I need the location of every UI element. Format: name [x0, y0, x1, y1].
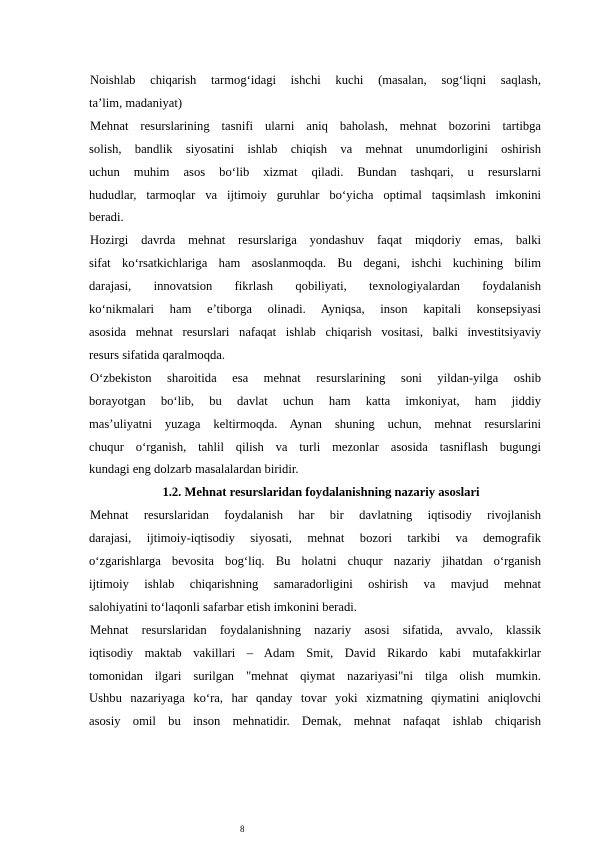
text-line: ko‘nikmalari ham e’tiborga olinadi. Ayniqsa, inson kapitali konsepsiyasi: [89, 302, 541, 317]
body-paragraph: [89, 619, 541, 734]
text-line: asosida mehnat resurslari nafaqat ishlab chiqarish vositasi, balki investitsiyaviy: [89, 324, 541, 339]
text-line: Noishlab chiqarish tarmog‘idagi ishchi kuchi (masalan, sog‘liqni saqlash,: [90, 73, 541, 87]
text-line: hududlar, tarmoqlar va ijtimoiy guruhlar bo‘yicha optimal taqsimlash imkonini: [89, 187, 541, 202]
document-page: [89, 69, 541, 733]
body-paragraph: [89, 367, 541, 482]
text-line: ijtimoiy ishlab chiqarishning samaradorligini oshirish va mavjud mehnat: [89, 576, 541, 591]
text-line: mas’uliyatni yuzaga keltirmoqda. Aynan shuning uchun, mehnat resurslarini: [89, 416, 541, 431]
text-line: Mehnat resurslarining tasnifi ularni aniq baholash, mehnat bozorini tartibga: [90, 118, 541, 133]
text-line: O‘zbekiston sharoitida esa mehnat resurslarining soni yildan-yilga oshib: [90, 370, 541, 385]
text-line: chuqur o‘rganish, tahlil qilish va turli mezonlar asosida tasniflash bugungi: [89, 439, 541, 454]
text-line: Hozirgi davrda mehnat resurslariga yondashuv faqat miqdoriy emas, balki: [90, 233, 541, 248]
text-line: solish, bandlik siyosatini ishlab chiqish va mehnat unumdorligini oshirish: [89, 141, 541, 156]
body-paragraph: [89, 69, 541, 115]
section-heading: 1.2. Mehnat resurslaridan foydalanishning nazariy asoslari: [162, 485, 480, 500]
text-line: iqtisodiy maktab vakillari – Adam Smit, David Rikardo kabi mutafakkirlar: [89, 645, 541, 660]
body-paragraph: [89, 504, 541, 619]
text-line: Mehnat resurslaridan foydalanish har bir davlatning iqtisodiy rivojlanish: [90, 508, 541, 523]
text-line: Ushbu nazariyaga ko‘ra, har qanday tovar yoki xizmatning qiymatini aniqlovchi: [89, 691, 541, 706]
text-line: darajasi, innovatsion fikrlash qobiliyati, texnologiyalardan foydalanish: [89, 279, 541, 294]
text-line: kundagi eng dolzarb masalalardan biridir.: [89, 462, 299, 477]
text-line: uchun muhim asos bo‘lib xizmat qiladi. Bundan tashqari, u resurslarni: [89, 164, 541, 179]
text-line: Mehnat resurslaridan foydalanishning nazariy asosi sifatida, avvalo, klassik: [90, 622, 541, 637]
text-line: ta’lim, madaniyat): [89, 95, 183, 110]
page-number: 8: [240, 824, 245, 834]
text-line: sifat ko‘rsatkichlariga ham asoslanmoqda. Bu degani, ishchi kuchining bilim: [89, 256, 541, 271]
text-line: borayotgan bo‘lib, bu davlat uchun ham katta imkoniyat, ham jiddiy: [89, 393, 541, 408]
text-line: asosiy omil bu inson mehnatidir. Demak, mehnat nafaqat ishlab chiqarish: [89, 714, 541, 729]
text-line: beradi.: [89, 210, 124, 225]
text-line: o‘zgarishlarga bevosita bog‘liq. Bu holatni chuqur nazariy jihatdan o‘rganish: [89, 554, 541, 569]
text-line: tomonidan ilgari surilgan "mehnat qiymat nazariyasi"ni tilga olish mumkin.: [89, 668, 541, 683]
text-line: resurs sifatida qaralmoqda.: [89, 347, 226, 362]
text-line: darajasi, ijtimoiy-iqtisodiy siyosati, mehnat bozori tarkibi va demografik: [89, 531, 541, 546]
body-paragraph: [89, 229, 541, 366]
text-line: salohiyatini to‘laqonli safarbar etish imkonini beradi.: [89, 599, 357, 614]
body-paragraph: [89, 115, 541, 230]
